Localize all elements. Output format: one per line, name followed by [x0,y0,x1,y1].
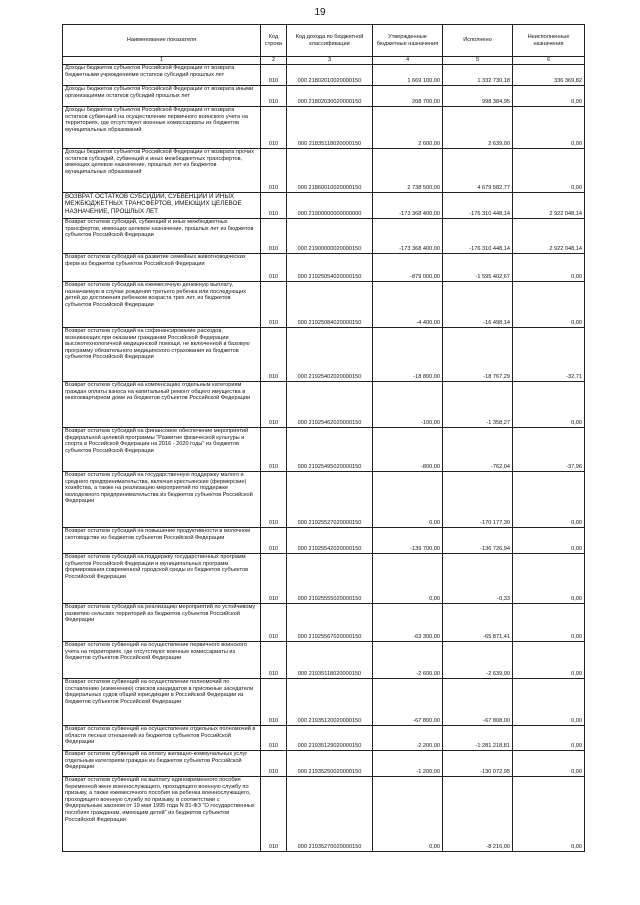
table-row [63,726,585,751]
row-executed: -136 726,94 [443,528,513,554]
row-line-code: 010 [261,751,287,777]
col-header-approved: Утвержденные бюджетные назначения [373,25,443,57]
row-income-code: 000 21900000020000150 [287,219,373,254]
table-row [63,604,585,642]
col-header-income-code: Код дохода по бюджетной классификации [287,25,373,57]
row-approved: 0,00 [373,472,443,528]
row-approved: 0,00 [373,777,443,852]
row-approved: -879 000,00 [373,254,443,282]
row-income-code: 000 21925084020000150 [287,282,373,328]
row-unexecuted: 0,00 [513,472,585,528]
row-unexecuted: 0,00 [513,254,585,282]
row-income-code: 000 21925054020000150 [287,254,373,282]
row-unexecuted: 0,00 [513,107,585,149]
table-row [63,107,585,149]
row-executed: 2 639,00 [443,107,513,149]
row-executed: 1 332 730,18 [443,65,513,86]
row-name: Возврат остатков субсидий на поддержку государственных программ субъектов Российской Федерации и муниципальных программ формирования современной городской среды из бюджетов субъектов Российской Федерации [63,554,261,604]
row-unexecuted: 0,00 [513,679,585,726]
table-row [63,472,585,528]
row-line-code: 010 [261,428,287,472]
row-name: Возврат остатков субвенций на осуществление полномочий по составлению (изменению) списков кандидатов в присяжные заседатели федеральных судов общей юрисдикции в Российской Федерации из бюджетов субъектов Российской Федерации [63,679,261,726]
row-income-code: 000 21802030020000150 [287,86,373,107]
col-number: 2 [261,57,287,65]
row-unexecuted: 336 369,82 [513,65,585,86]
col-header-line-code: Код строки [261,25,287,57]
row-unexecuted: 0,00 [513,554,585,604]
budget-execution-table [62,24,585,852]
row-executed: -1 358,27 [443,382,513,428]
row-approved: -2 200,00 [373,726,443,751]
row-executed: -176 310 448,14 [443,219,513,254]
row-line-code: 010 [261,528,287,554]
row-executed: -170 177,30 [443,472,513,528]
row-name: Возврат остатков субсидий, субвенций и иных межбюджетных трансфертов, имеющих целевое назначение, прошлых лет из бюджетов субъектов Российской Федерации [63,219,261,254]
row-income-code: 000 21925527020000150 [287,472,373,528]
row-executed: 998 384,95 [443,86,513,107]
table-row [63,751,585,777]
row-approved: 2 738 500,00 [373,149,443,193]
column-number-row [63,57,585,65]
row-income-code: 000 21925495020000150 [287,428,373,472]
row-approved: -63 300,00 [373,604,443,642]
row-executed: -1 595 402,67 [443,254,513,282]
table-row [63,193,585,219]
table-row [63,554,585,604]
row-approved: 2 600,00 [373,107,443,149]
row-name: Возврат остатков субсидий на ежемесячную денежную выплату, назначаемую в случае рождения третьего ребенка или последующих детей до достижения ребенком возраста трех лет, из бюджетов субъектов Российской Федерации [63,282,261,328]
row-executed: 4 679 582,77 [443,149,513,193]
row-income-code: 000 21860010020000150 [287,149,373,193]
row-unexecuted: 0,00 [513,777,585,852]
row-approved: -18 800,00 [373,328,443,382]
table-row [63,65,585,86]
row-approved: -173 368 400,00 [373,193,443,219]
row-name: Возврат остатков субвенций на выплату единовременного пособия беременной жене военнослужащего, проходящего военную службу по призыву, а также ежемесячного пособия на ребенка военнослужащего, проходящего военную службу по призыву, в соответствии с Федеральным законом от 19 мая 1995 года N 81-ФЗ "О государственных пособиях гражданам, имеющим детей" из бюджетов субъектов Российской Федерации [63,777,261,852]
row-income-code: 000 21935129020000150 [287,726,373,751]
row-executed: -16 498,14 [443,282,513,328]
row-line-code: 010 [261,328,287,382]
row-line-code: 010 [261,604,287,642]
row-approved: -800,00 [373,428,443,472]
table-row [63,679,585,726]
row-unexecuted: 0,00 [513,149,585,193]
row-line-code: 010 [261,149,287,193]
row-income-code: 000 21900000000000000 [287,193,373,219]
row-approved: -2 600,00 [373,642,443,679]
row-executed: -67 808,00 [443,679,513,726]
row-income-code: 000 21925462020000150 [287,382,373,428]
row-approved: -1 200,00 [373,751,443,777]
col-number: 1 [63,57,261,65]
col-number: 6 [513,57,585,65]
row-line-code: 010 [261,777,287,852]
row-name: Возврат остатков субсидий на финансовое обеспечение мероприятий федеральной целевой программы "Развитие физической культуры и спорта в Российской Федерации на 2016 - 2020 годы" из бюджетов субъектов Российской Федерации [63,428,261,472]
row-name: Возврат остатков субсидий на реализацию мероприятий по устойчивому развитию сельских территорий из бюджетов субъектов Российской Федерации [63,604,261,642]
row-unexecuted: 0,00 [513,751,585,777]
row-name: Доходы бюджетов субъектов Российской Федерации от возврата прочих остатков субсидий, субвенций и иных межбюджетных трансфертов, имеющих целевое назначение, прошлых лет из бюджетов муниципальных образований [63,149,261,193]
row-line-code: 010 [261,642,287,679]
row-line-code: 010 [261,86,287,107]
row-unexecuted: 2 922 048,14 [513,219,585,254]
row-line-code: 010 [261,282,287,328]
row-line-code: 010 [261,65,287,86]
row-income-code: 000 21925542020000150 [287,528,373,554]
row-approved: -100,00 [373,382,443,428]
col-header-executed: Исполнено [443,25,513,57]
row-income-code: 000 21935250020000150 [287,751,373,777]
col-number: 3 [287,57,373,65]
row-line-code: 010 [261,219,287,254]
row-unexecuted: 0,00 [513,528,585,554]
row-income-code: 000 21925555020000150 [287,554,373,604]
col-header-unexecuted: Неисполненные назначения [513,25,585,57]
row-income-code: 000 21935270020000150 [287,777,373,852]
row-line-code: 010 [261,679,287,726]
row-line-code: 010 [261,107,287,149]
row-line-code: 010 [261,382,287,428]
table-row [63,777,585,852]
row-executed: -2 639,00 [443,642,513,679]
row-executed: -18 767,29 [443,328,513,382]
row-unexecuted: 0,00 [513,726,585,751]
row-line-code: 010 [261,472,287,528]
row-unexecuted: 2 922 048,14 [513,193,585,219]
row-name: Доходы бюджетов субъектов Российской Федерации от возврата иными организациями остатков субсидий прошлых лет [63,86,261,107]
row-income-code: 000 21802010020000150 [287,65,373,86]
row-executed: -176 310 448,14 [443,193,513,219]
row-unexecuted: -37,96 [513,428,585,472]
page-number: 19 [314,7,326,18]
row-name: ВОЗВРАТ ОСТАТКОВ СУБСИДИЙ, СУБВЕНЦИЙ И ИНЫХ МЕЖБЮДЖЕТНЫХ ТРАНСФЕРТОВ, ИМЕЮЩИХ ЦЕЛЕВОЕ НАЗНАЧЕНИЕ, ПРОШЛЫХ ЛЕТ [63,193,261,219]
row-unexecuted: 0,00 [513,382,585,428]
row-executed: -1 281 218,81 [443,726,513,751]
row-approved: 208 700,00 [373,86,443,107]
row-line-code: 010 [261,554,287,604]
row-approved: -139 700,00 [373,528,443,554]
table-row [63,254,585,282]
table-row [63,642,585,679]
row-executed: -762,04 [443,428,513,472]
row-unexecuted: 0,00 [513,604,585,642]
row-name: Возврат остатков субсидий на повышение продуктивности в молочном скотоводстве из бюджетов субъектов Российской Федерации [63,528,261,554]
row-executed: -130 072,95 [443,751,513,777]
row-name: Возврат остатков субсидий на государственную поддержку малого и среднего предпринимательства, включая крестьянские (фермерские) хозяйства, а также на реализацию мероприятий по поддержке молодежного предпринимательства из бюджетов субъектов Российской Федерации [63,472,261,528]
row-name: Возврат остатков субсидий на развитие семейных животноводческих ферм из бюджетов субъектов Российской Федерации [63,254,261,282]
row-line-code: 010 [261,254,287,282]
row-line-code: 010 [261,726,287,751]
row-approved: 0,00 [373,554,443,604]
row-name: Доходы бюджетов субъектов Российской Федерации от возврата остатков субвенций на осуществление первичного воинского учета на территориях, где отсутствуют военные комиссариаты из бюджетов муниципальных образований [63,107,261,149]
row-unexecuted: 0,00 [513,642,585,679]
row-income-code: 000 21935118020000150 [287,642,373,679]
row-income-code: 000 21925567020000150 [287,604,373,642]
row-name: Возврат остатков субвенций на оплату жилищно-коммунальных услуг отдельным категориям граждан из бюджетов субъектов Российской Федерации [63,751,261,777]
row-name: Возврат остатков субвенций на осуществление отдельных полномочий в области лесных отношений из бюджетов субъектов Российской Федерации [63,726,261,751]
table-row [63,149,585,193]
col-header-name: Наименование показателя [63,25,261,57]
col-number: 5 [443,57,513,65]
row-executed: -0,33 [443,554,513,604]
col-number: 4 [373,57,443,65]
row-income-code: 000 21835118020000150 [287,107,373,149]
row-line-code: 010 [261,193,287,219]
row-unexecuted: 0,00 [513,282,585,328]
table-row [63,382,585,428]
row-income-code: 000 21935120020000150 [287,679,373,726]
row-income-code: 000 21925402020000150 [287,328,373,382]
header-row [63,25,585,57]
row-approved: -4 400,00 [373,282,443,328]
row-approved: -67 800,00 [373,679,443,726]
row-executed: -8 216,00 [443,777,513,852]
row-approved: -173 368 400,00 [373,219,443,254]
row-approved: 1 669 100,00 [373,65,443,86]
row-unexecuted: 0,00 [513,86,585,107]
row-name: Возврат остатков субсидий на компенсацию отдельным категориям граждан оплаты взноса на капитальный ремонт общего имущества в многоквартирном доме из бюджетов субъектов Российской Федерации [63,382,261,428]
row-executed: -65 871,41 [443,604,513,642]
table-row [63,219,585,254]
table-row [63,428,585,472]
row-unexecuted: -32,71 [513,328,585,382]
row-name: Возврат остатков субсидий на софинансирование расходов, возникающих при оказании гражданам Российской Федерации высокотехнологичной медицинской помощи, не включенной в базовую программу обязательного медицинского страхования из бюджетов субъектов Российской Федерации [63,328,261,382]
table-row [63,328,585,382]
row-name: Возврат остатков субвенций на осуществление первичного воинского учета на территориях, где отсутствуют военные комиссариаты из бюджетов субъектов Российской Федерации [63,642,261,679]
table-row [63,528,585,554]
row-name: Доходы бюджетов субъектов Российской Федерации от возврата бюджетными учреждениями остатков субсидий прошлых лет [63,65,261,86]
table-row [63,86,585,107]
table-row [63,282,585,328]
